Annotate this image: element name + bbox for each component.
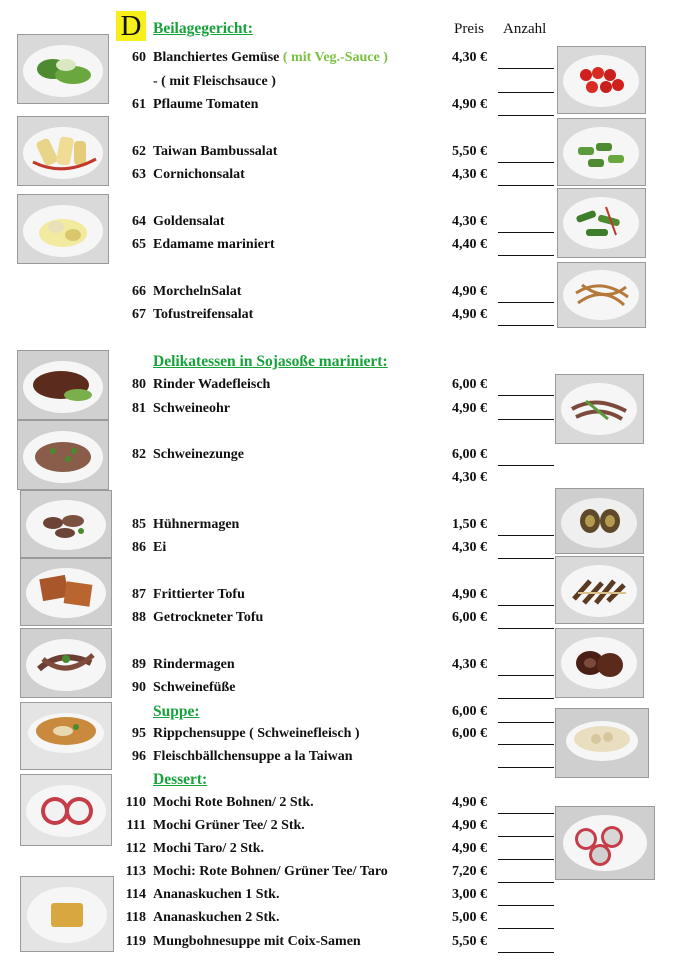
quantity-line[interactable] xyxy=(498,767,554,768)
item-number: 65 xyxy=(132,237,146,252)
item-number: 90 xyxy=(132,680,146,695)
item-name: Mochi: Rote Bohnen/ Grüner Tee/ Taro xyxy=(153,864,388,879)
quantity-line[interactable] xyxy=(498,115,554,116)
quantity-line[interactable] xyxy=(498,905,554,906)
item-name: Taiwan Bambussalat xyxy=(153,144,278,159)
item-number: 67 xyxy=(132,307,146,322)
item-number: 80 xyxy=(132,377,146,392)
quantity-line[interactable] xyxy=(498,395,554,396)
dish-photo-pineapple-cake xyxy=(20,876,114,952)
item-name: Pflaume Tomaten xyxy=(153,97,259,112)
dish-photo-pork-tongue xyxy=(17,420,109,490)
quantity-line[interactable] xyxy=(498,698,554,699)
item-name: MorchelnSalat xyxy=(153,284,242,299)
item-name: Schweineohr xyxy=(153,401,230,416)
dish-photo-bamboo-salad xyxy=(17,116,109,186)
item-price: 7,20 € xyxy=(452,864,487,879)
quantity-line[interactable] xyxy=(498,232,554,233)
item-note: ( mit Veg.-Sauce ) xyxy=(282,50,388,65)
item-price: 4,90 € xyxy=(452,307,487,322)
dish-photo-golden-salad xyxy=(17,194,109,264)
item-number: 62 xyxy=(132,144,146,159)
item-name: Mochi Grüner Tee/ 2 Stk. xyxy=(153,818,305,833)
item-price: 6,00 € xyxy=(452,704,487,719)
section-title-delikatessen: Delikatessen in Sojasoße mariniert: xyxy=(153,353,388,370)
item-number: 89 xyxy=(132,657,146,672)
dish-photo-chicken-gizzard xyxy=(20,490,112,558)
item-price: 4,90 € xyxy=(452,795,487,810)
item-name: Cornichonsalat xyxy=(153,167,245,182)
item-name: Rindermagen xyxy=(153,657,235,672)
item-price: 1,50 € xyxy=(452,517,487,532)
quantity-line[interactable] xyxy=(498,744,554,745)
item-price: 4,90 € xyxy=(452,818,487,833)
item-price: 4,30 € xyxy=(452,540,487,555)
section-title-dessert: Dessert: xyxy=(153,771,208,788)
item-price: 6,00 € xyxy=(452,447,487,462)
section-badge: D xyxy=(116,11,146,41)
quantity-line[interactable] xyxy=(498,722,554,723)
dish-photo-cornichon-salad xyxy=(557,118,646,186)
quantity-line[interactable] xyxy=(498,605,554,606)
item-name: Getrockneter Tofu xyxy=(153,610,264,625)
dish-photo-edamame xyxy=(557,188,646,258)
dish-photo-rib-soup xyxy=(20,702,112,770)
item-price: 4,30 € xyxy=(452,470,487,485)
item-number: 82 xyxy=(132,447,146,462)
item-number: 61 xyxy=(132,97,146,112)
column-header-preis: Preis xyxy=(454,21,484,37)
quantity-line[interactable] xyxy=(498,185,554,186)
dish-photo-blanched-vegetables xyxy=(17,34,109,104)
item-number: 88 xyxy=(132,610,146,625)
dish-photo-meatball-soup xyxy=(555,708,649,778)
quantity-line[interactable] xyxy=(498,419,554,420)
item-name: Hühnermagen xyxy=(153,517,240,532)
dish-photo-dried-tofu xyxy=(555,556,644,624)
item-price: 6,00 € xyxy=(452,610,487,625)
item-number: 66 xyxy=(132,284,146,299)
dish-photo-mochi-assorted xyxy=(555,806,655,880)
quantity-line[interactable] xyxy=(498,255,554,256)
item-name: Mochi Rote Bohnen/ 2 Stk. xyxy=(153,795,314,810)
dish-photo-mochi-left xyxy=(20,774,112,846)
item-number: 110 xyxy=(125,795,146,810)
dish-photo-pork-trotters xyxy=(555,628,644,698)
dish-photo-pork-ear xyxy=(555,374,644,444)
item-price: 3,00 € xyxy=(452,887,487,902)
quantity-line[interactable] xyxy=(498,836,554,837)
dish-photo-tofu-strips xyxy=(557,262,646,328)
item-number: 118 xyxy=(125,910,146,925)
section-title-suppe: Suppe: xyxy=(153,703,200,720)
item-price: 4,90 € xyxy=(452,97,487,112)
item-name: Ei xyxy=(153,540,167,555)
item-number: 95 xyxy=(132,726,146,741)
item-price: 4,90 € xyxy=(452,587,487,602)
item-number: 119 xyxy=(125,934,146,949)
quantity-line[interactable] xyxy=(498,92,554,93)
item-name: Mungbohnesuppe mit Coix-Samen xyxy=(153,934,361,949)
item-number: 112 xyxy=(125,841,146,856)
item-number: 85 xyxy=(132,517,146,532)
item-number: 64 xyxy=(132,214,146,229)
item-price: 6,00 € xyxy=(452,377,487,392)
item-number: 87 xyxy=(132,587,146,602)
quantity-line[interactable] xyxy=(498,465,554,466)
item-name: Tofustreifensalat xyxy=(153,307,254,322)
item-name: Ananaskuchen 2 Stk. xyxy=(153,910,280,925)
item-name: - ( mit Fleischsauce ) xyxy=(153,74,276,89)
quantity-line[interactable] xyxy=(498,675,554,676)
item-name: Blanchiertes Gemüse ( mit Veg.-Sauce ) xyxy=(153,50,388,65)
item-name: Ananaskuchen 1 Stk. xyxy=(153,887,280,902)
item-price: 4,40 € xyxy=(452,237,487,252)
item-price: 4,90 € xyxy=(452,841,487,856)
item-price: 5,50 € xyxy=(452,144,487,159)
item-number: 96 xyxy=(132,749,146,764)
item-name: Edamame mariniert xyxy=(153,237,275,252)
quantity-line[interactable] xyxy=(498,68,554,69)
quantity-line[interactable] xyxy=(498,928,554,929)
item-price: 4,30 € xyxy=(452,50,487,65)
quantity-line[interactable] xyxy=(498,813,554,814)
quantity-line[interactable] xyxy=(498,628,554,629)
quantity-line[interactable] xyxy=(498,952,554,953)
item-name: Rinder Wadefleisch xyxy=(153,377,271,392)
item-price: 4,90 € xyxy=(452,401,487,416)
item-name: Schweinezunge xyxy=(153,447,244,462)
column-header-anzahl: Anzahl xyxy=(503,21,547,37)
item-name: Goldensalat xyxy=(153,214,225,229)
item-price: 4,30 € xyxy=(452,214,487,229)
dish-photo-fried-tofu xyxy=(20,558,112,626)
item-name: Rippchensuppe ( Schweinefleisch ) xyxy=(153,726,360,741)
dish-photo-egg xyxy=(555,488,644,554)
item-name: Fleischbällchensuppe a la Taiwan xyxy=(153,749,353,764)
item-number: 111 xyxy=(126,818,146,833)
item-price: 5,00 € xyxy=(452,910,487,925)
quantity-line[interactable] xyxy=(498,558,554,559)
item-number: 113 xyxy=(125,864,146,879)
item-number: 60 xyxy=(132,50,146,65)
item-price: 6,00 € xyxy=(452,726,487,741)
item-price: 4,90 € xyxy=(452,284,487,299)
item-price: 4,30 € xyxy=(452,167,487,182)
section-title-beilage: Beilagegericht: xyxy=(153,20,253,37)
item-number: 86 xyxy=(132,540,146,555)
item-name: Schweinefüße xyxy=(153,680,236,695)
dish-photo-beef-shank xyxy=(17,350,109,420)
item-number: 63 xyxy=(132,167,146,182)
item-name: Frittierter Tofu xyxy=(153,587,245,602)
dish-photo-beef-tripe xyxy=(20,628,112,698)
item-price: 5,50 € xyxy=(452,934,487,949)
quantity-line[interactable] xyxy=(498,302,554,303)
quantity-line[interactable] xyxy=(498,882,554,883)
quantity-line[interactable] xyxy=(498,162,554,163)
dish-photo-plum-tomatoes xyxy=(557,46,646,114)
quantity-line[interactable] xyxy=(498,859,554,860)
quantity-line[interactable] xyxy=(498,325,554,326)
quantity-line[interactable] xyxy=(498,535,554,536)
item-name: Mochi Taro/ 2 Stk. xyxy=(153,841,264,856)
item-number: 114 xyxy=(125,887,146,902)
item-number: 81 xyxy=(132,401,146,416)
item-price: 4,30 € xyxy=(452,657,487,672)
